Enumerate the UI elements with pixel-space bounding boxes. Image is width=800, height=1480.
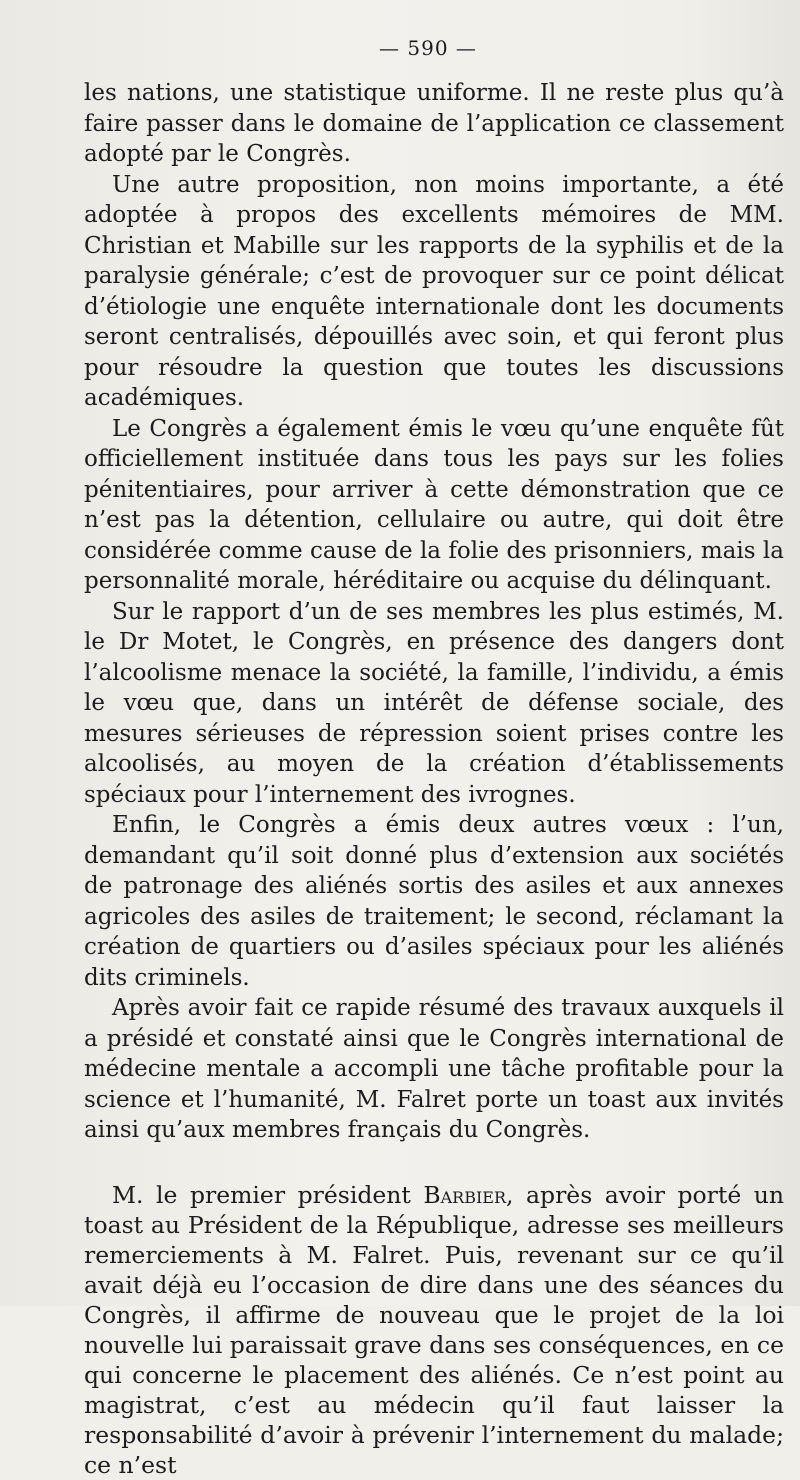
paragraph-3: Le Congrès a également émis le vœu qu’une enquête fût officiellement instituée dans tous les pays sur les folies pénitentiaires, pour arriver à cette démonstration que ce n’est pas la détention, cellulaire ou autre, qui doit être considérée comme cause de la folie des prisonniers, mais la personnalité morale, héréditaire ou acquise du délinquant. bbox=[84, 415, 784, 594]
paragraph-2: Une autre proposition, non moins importante, a été adoptée à propos des excellents mémoires de MM. Christian et Mabille sur les rapports de la syphilis et de la paralysie générale; c’est de provoquer sur ce point délicat d’étiologie une enquête internationale dont les documents seront centralisés, dépouillés avec soin, et qui feront plus pour résoudre la question que toutes les discussions académiques. bbox=[84, 171, 784, 411]
page-number: — 590 — bbox=[379, 36, 477, 60]
paragraph-7-start: M. le premier président bbox=[112, 1180, 424, 1209]
paragraph-4: Sur le rapport d’un de ses membres les plus estimés, M. le Dr Motet, le Congrès, en présence des dangers dont l’alcoolisme menace la société, la famille, l’individu, a émis le vœu que, dans un intérêt de défense sociale, des mesures sérieuses de répression soient prises contre les alcoolisés, au moyen de la création d’établissements spéciaux pour l’internement des ivrognes. bbox=[84, 598, 784, 808]
paragraph-5: Enfin, le Congrès a émis deux autres vœux : l’un, demandant qu’il soit donné plus d’extension aux sociétés de patronage des aliénés sortis des asiles et aux annexes agricoles des asiles de traitement; le second, réclamant la création de quartiers ou d’asiles spéciaux pour les aliénés dits criminels. bbox=[84, 812, 784, 991]
paragraph-7 bbox=[84, 1180, 784, 1480]
paragraph-6: Après avoir fait ce rapide résumé des travaux auxquels il a présidé et constaté ainsi que le Congrès international de médecine mentale a accompli une tâche profitable pour la science et l’humanité, M. Falret porte un toast aux invités ainsi qu’aux membres français du Congrès. bbox=[84, 995, 784, 1143]
paragraph-1: les nations, une statistique uniforme. Il ne reste plus qu’à faire passer dans le domaine de l’application ce classement adopté par le Congrès. bbox=[84, 80, 784, 167]
paragraph-7-rest: , après avoir porté un toast au Président de la République, adresse ses meilleurs remerciements à M. Falret. Puis, revenant sur ce qu’il avait déjà eu l’occasion de dire dans une des séances du Congrès, il affirme de nouveau que le projet de la loi nouvelle lui paraissait grave dans ses conséquences, en ce qui concerne le placement des aliénés. Ce n’est point au magistrat, c’est au médecin qu’il faut laisser la responsabilité d’avoir à prévenir l’internement du malade; ce n’est bbox=[84, 1180, 784, 1479]
body-text bbox=[84, 78, 784, 1480]
speaker-name: Barbier bbox=[423, 1180, 507, 1209]
section-gap bbox=[84, 1146, 784, 1180]
